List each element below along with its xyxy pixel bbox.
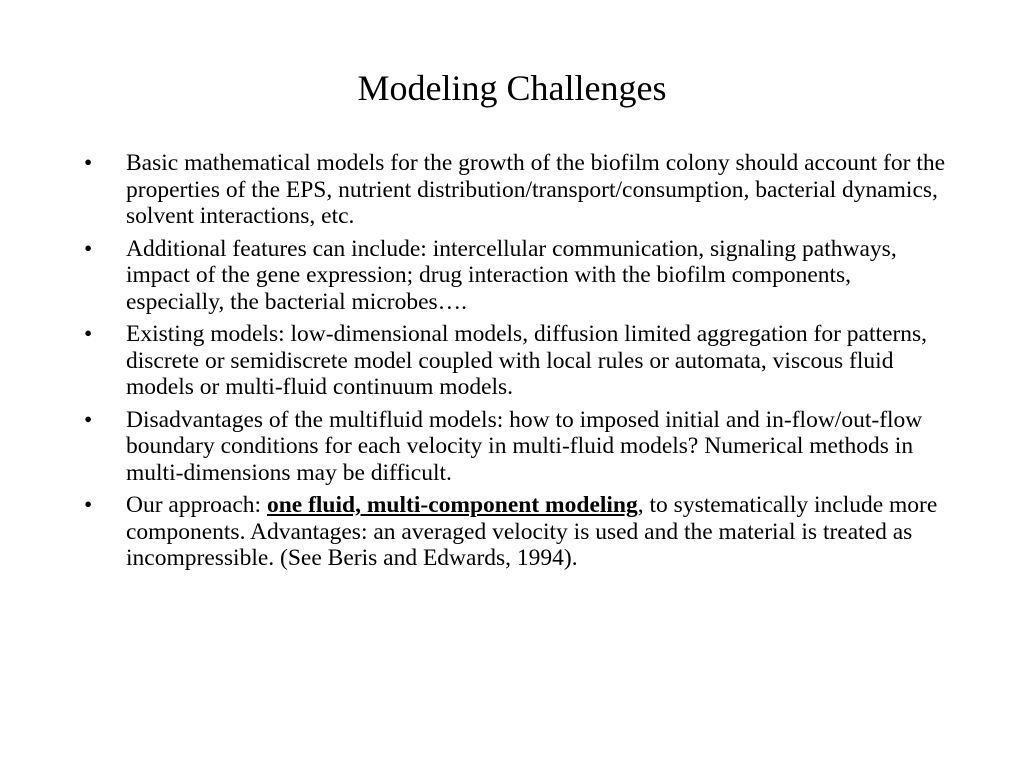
bullet-icon: • bbox=[84, 150, 93, 176]
bullet-icon: • bbox=[84, 492, 93, 518]
bullet-text: Existing models: low-dimensional models, diffusion limited aggregation for patterns, discrete or semidiscrete model coupled with local rules or automata, viscous fluid models or multi-fluid continuum models. bbox=[126, 321, 928, 400]
bullet-item-existing-models bbox=[84, 321, 946, 401]
bullet-item-our-approach bbox=[84, 492, 946, 572]
bullet-text: Disadvantages of the multifluid models: how to imposed initial and in-flow/out-flow boundary conditions for each velocity in multi-fluid models? Numerical methods in multi-dimensions may be difficult. bbox=[126, 406, 923, 486]
bullet-item-eps bbox=[84, 150, 946, 230]
bullet-list bbox=[84, 150, 946, 578]
bullet-text-emphasis: one fluid, multi-component modeling bbox=[266, 492, 638, 518]
bullet-item-features bbox=[84, 236, 946, 316]
bullet-text-prefix: Our approach: bbox=[126, 492, 267, 518]
bullet-text: Additional features can include: intercellular communication, signaling pathways, impact of the gene expression; drug interaction with the biofilm components, especially, the bacterial microbes…. bbox=[126, 235, 897, 315]
bullet-icon: • bbox=[84, 235, 93, 262]
slide-title: Modeling Challenges bbox=[357, 68, 667, 108]
bullet-icon: • bbox=[84, 321, 93, 347]
bullet-item-disadvantages bbox=[84, 407, 946, 487]
bullet-icon: • bbox=[84, 406, 93, 433]
bullet-text-suffix: , to systematically include more components. Advantages: an averaged velocity is used and the material is treated as incompressible. (See Beris and Edwards, 1994). bbox=[126, 492, 938, 571]
bullet-text: Basic mathematical models for the growth of the biofilm colony should account for the properties of the EPS, nutrient distribution/transport/consumption, bacterial dynamics, solvent interactions, etc. bbox=[126, 150, 946, 229]
